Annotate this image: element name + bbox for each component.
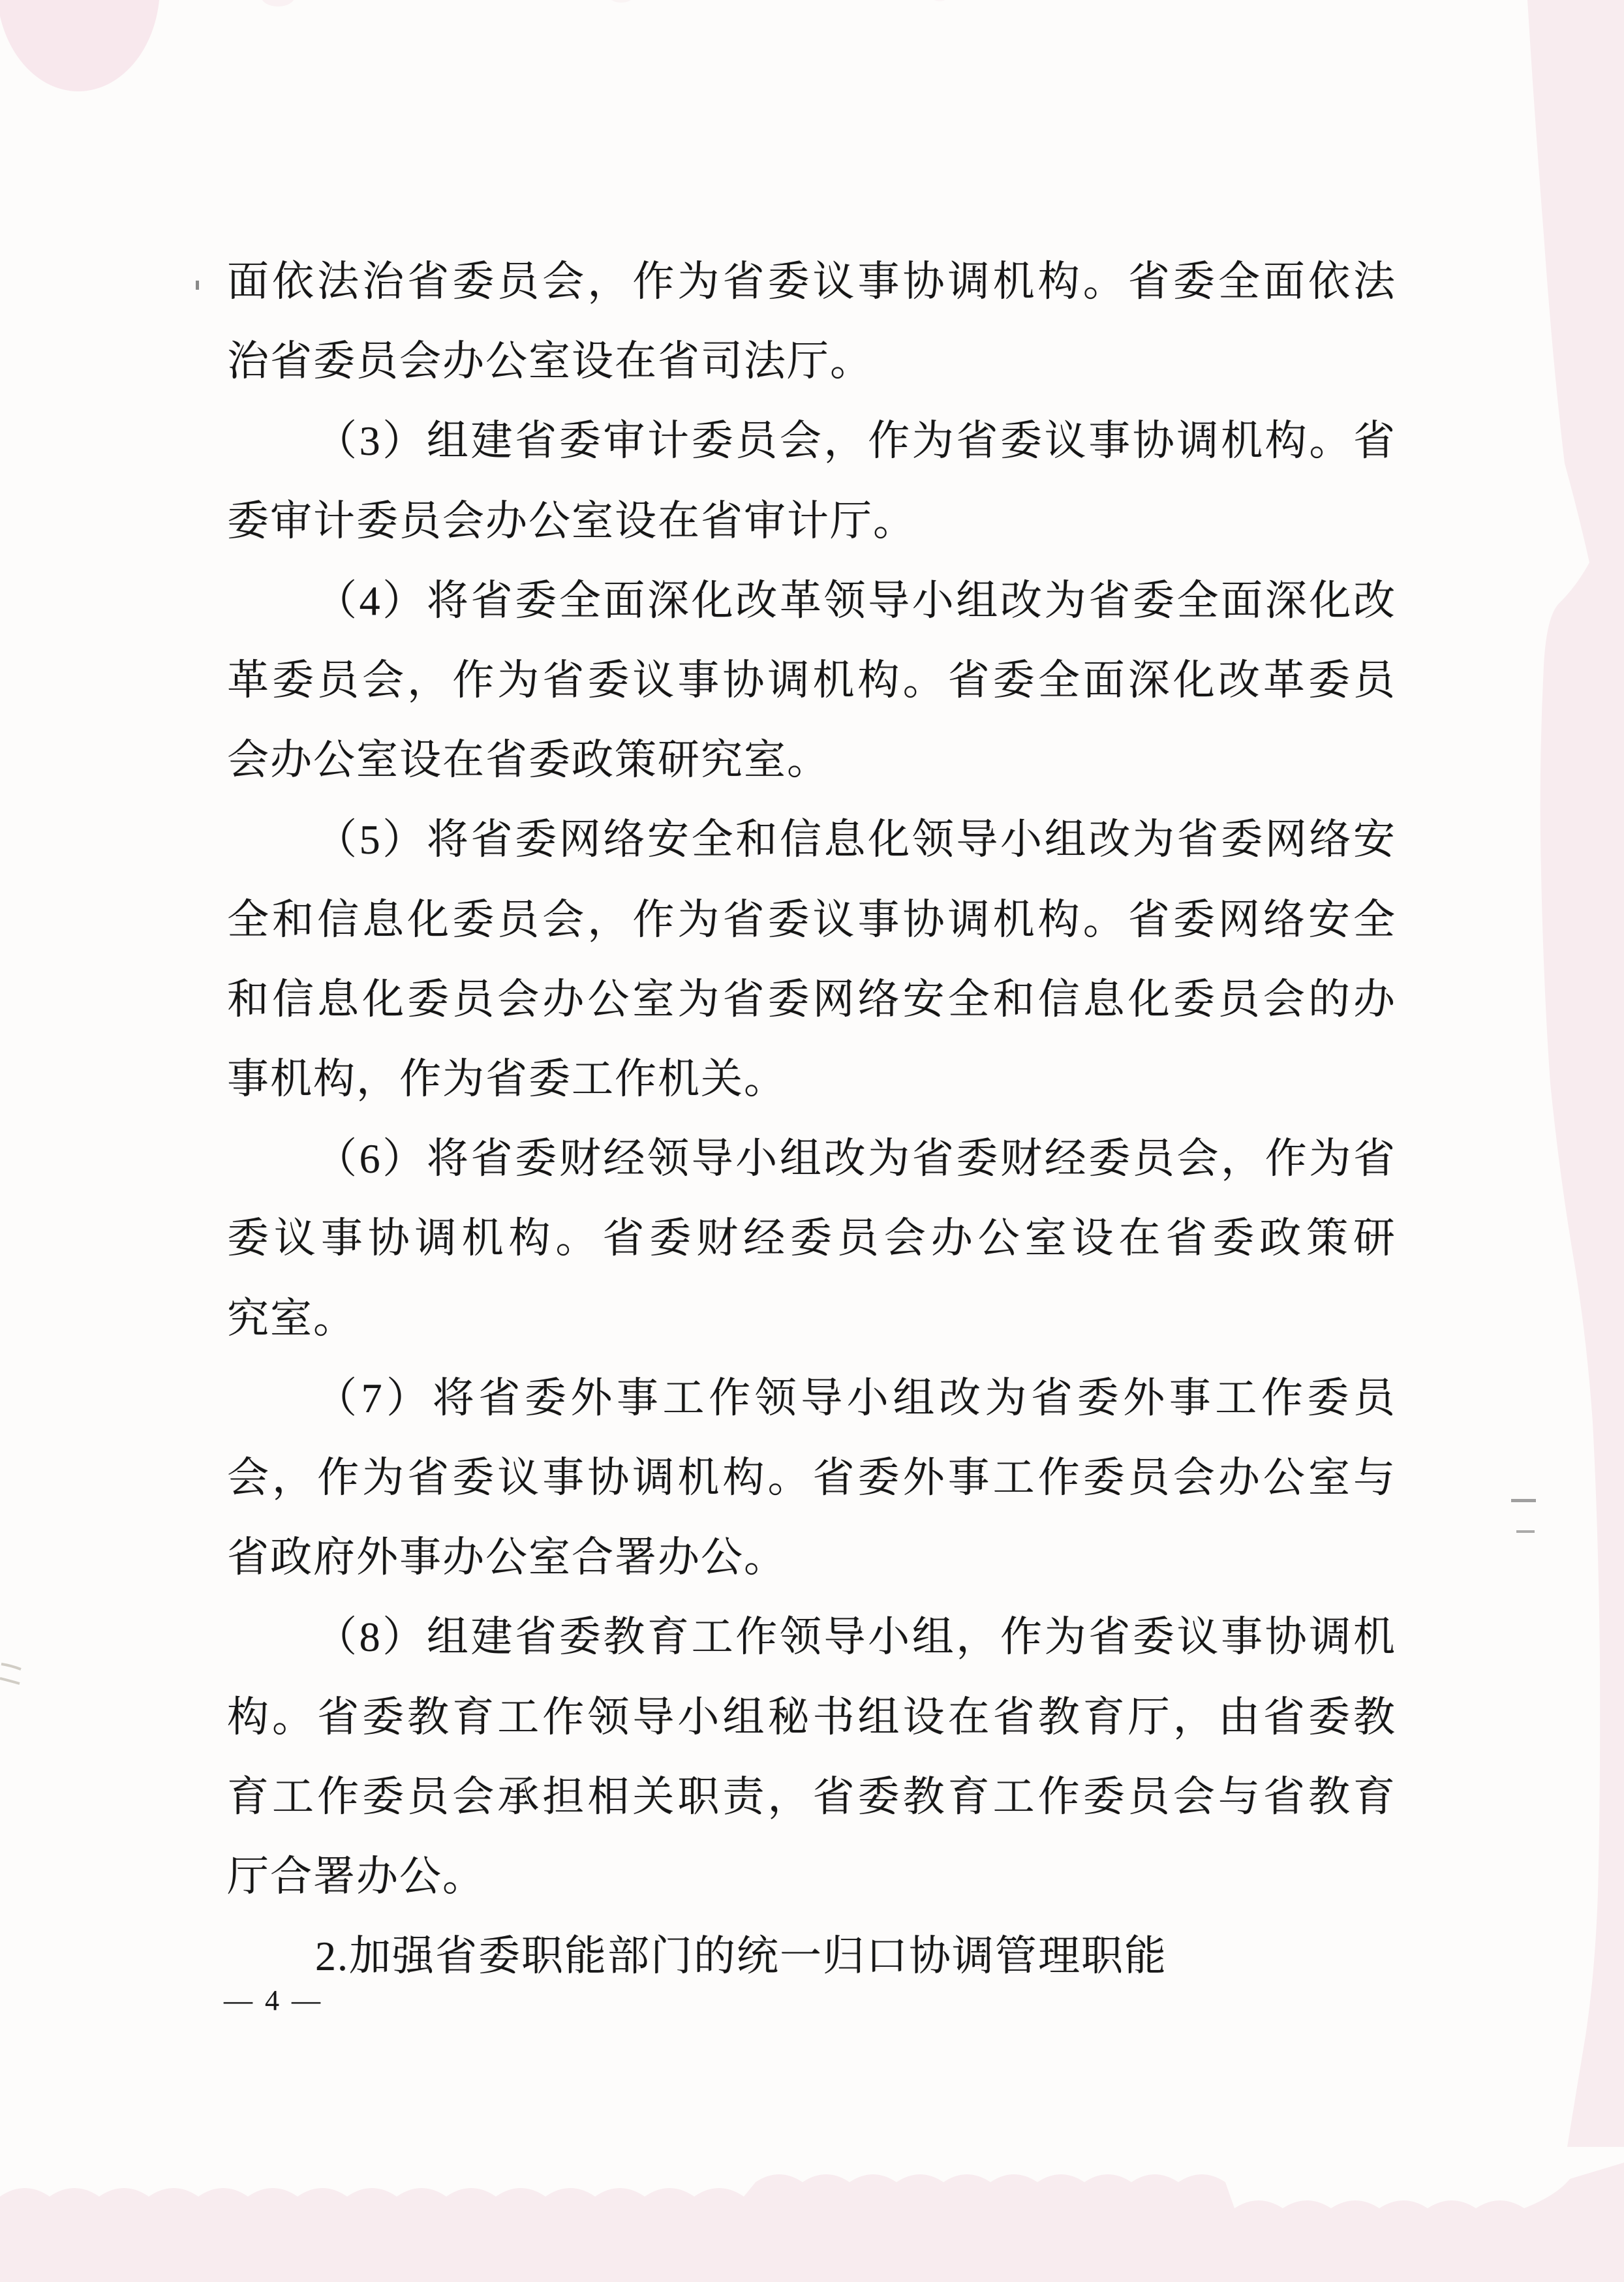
text-line-6: 革委员会，作为省委议事协调机构。省委全面深化改革委员 — [227, 657, 1396, 704]
text-lines — [227, 242, 1396, 1996]
scan-band-bottom — [0, 2163, 1624, 2282]
text-line-16: 会，作为省委议事协调机构。省委外事工作委员会办公室与 — [227, 1455, 1396, 1502]
text-line-12: （6）将省委财经领导小组改为省委财经委员会，作为省 — [315, 1135, 1396, 1182]
text-line-17: 省政府外事办公室合署办公。 — [227, 1534, 787, 1581]
text-line-2: 治省委员会办公室设在省司法厅。 — [227, 338, 873, 385]
text-line-5: （4）将省委全面深化改革领导小组改为省委全面深化改 — [315, 577, 1396, 624]
text-line-1: 面依法治省委员会，作为省委议事协调机构。省委全面依法 — [227, 258, 1396, 305]
text-line-20: 育工作委员会承担相关职责，省委教育工作委员会与省教育 — [227, 1773, 1396, 1820]
text-line-19: 构。省委教育工作领导小组秘书组设在省教育厅，由省委教 — [227, 1693, 1396, 1740]
scan-blob-top-left — [0, 0, 160, 91]
text-line-4: 委审计委员会办公室设在省审计厅。 — [227, 497, 916, 544]
text-line-10: 和信息化委员会办公室为省委网络安全和信息化委员会的办 — [227, 976, 1396, 1023]
text-line-21: 厅合署办公。 — [227, 1853, 485, 1900]
text-line-8: （5）将省委网络安全和信息化领导小组改为省委网络安 — [315, 816, 1396, 863]
text-line-18: （8）组建省委教育工作领导小组，作为省委议事协调机 — [315, 1614, 1396, 1661]
text-line-14: 究室。 — [227, 1295, 356, 1342]
scan-speck-top-1 — [261, 0, 295, 7]
text-line-22: 2.加强省委职能部门的统一归口协调管理职能 — [315, 1933, 1167, 1980]
page-number: — 4 — — [224, 1984, 323, 2016]
text-line-11: 事机构，作为省委工作机关。 — [227, 1056, 787, 1103]
pencil-scribble-left — [0, 1664, 21, 1684]
text-line-9: 全和信息化委员会，作为省委议事协调机构。省委网络安全 — [227, 896, 1396, 943]
scan-speck-top-2 — [608, 0, 634, 3]
text-line-3: （3）组建省委审计委员会，作为省委议事协调机构。省 — [315, 418, 1396, 465]
scan-strip-right-edge — [1527, 0, 1624, 2147]
text-line-13: 委议事协调机构。省委财经委员会办公室设在省委政策研 — [227, 1215, 1396, 1262]
text-line-7: 会办公室设在省委政策研究室。 — [227, 737, 830, 784]
ink-dash-right-1 — [1511, 1499, 1536, 1502]
ink-dash-right-2 — [1516, 1530, 1535, 1533]
text-line-15: （7）将省委外事工作领导小组改为省委外事工作委员 — [315, 1374, 1396, 1421]
scan-speck-top-3 — [930, 0, 949, 1]
ink-speck-line1 — [196, 281, 199, 290]
